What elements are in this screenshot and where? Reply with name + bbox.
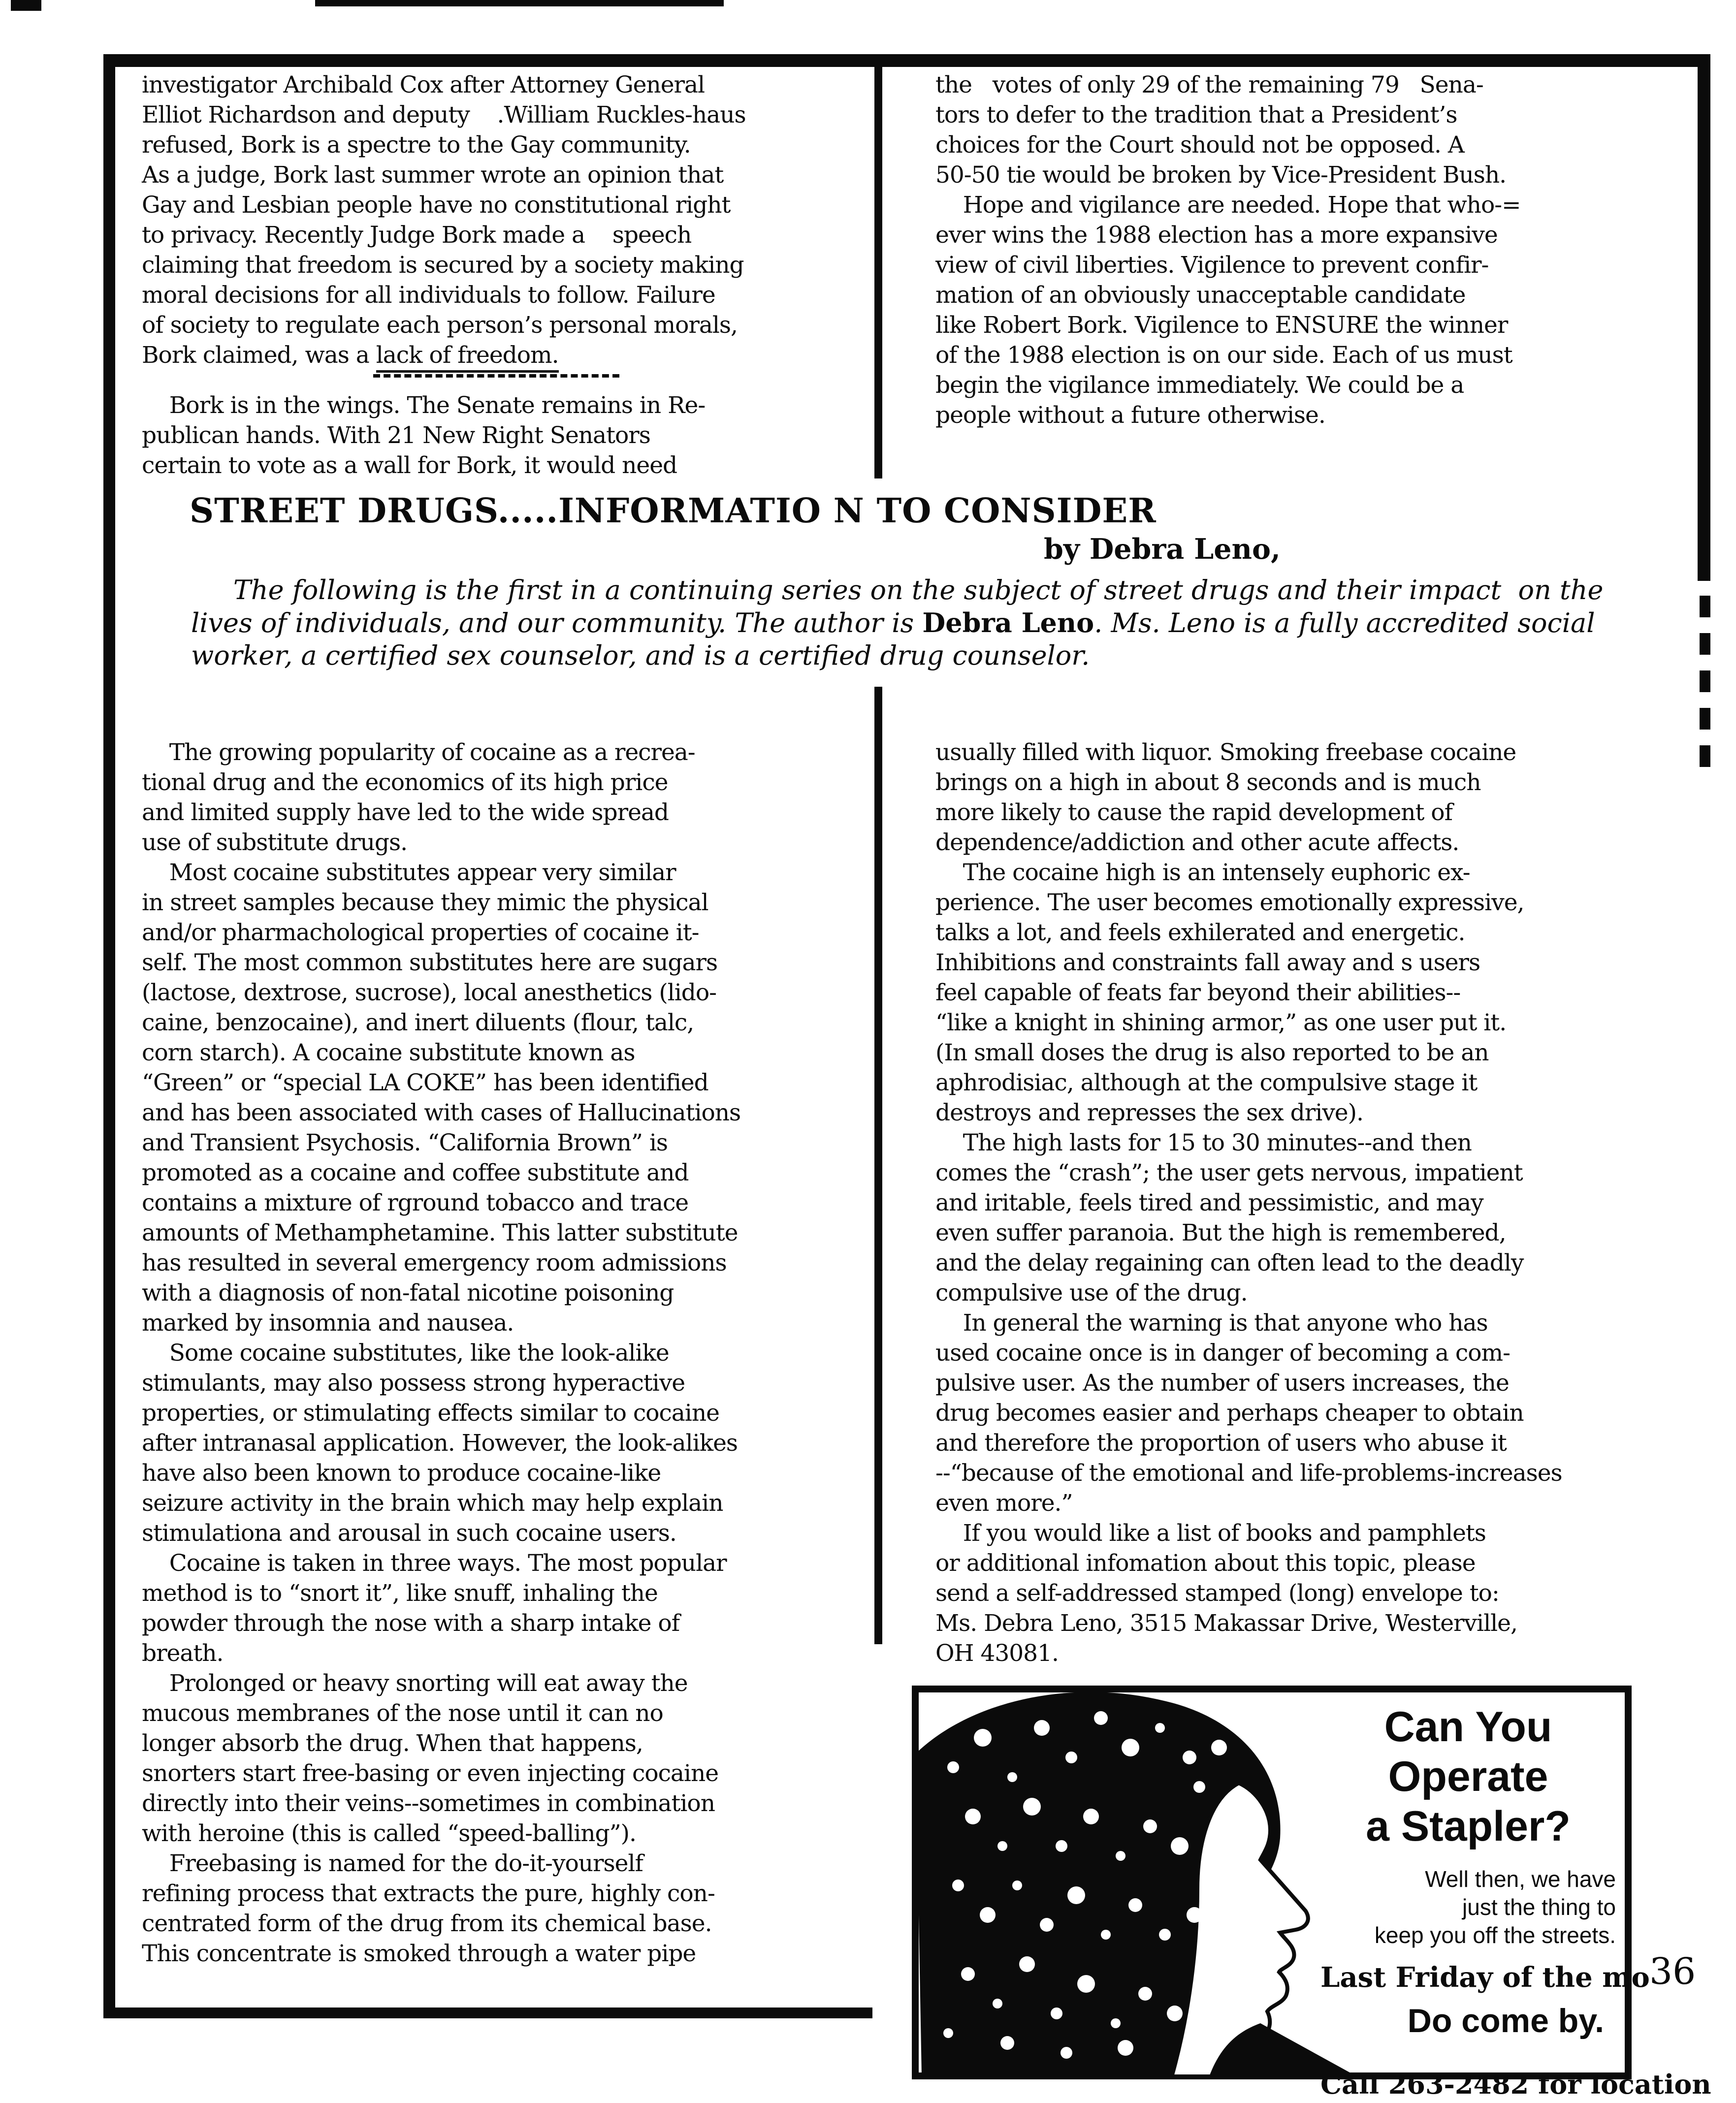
- text-line: and the delay regaining can often lead to the deadly: [935, 1249, 1524, 1276]
- text-line: use of substitute drugs.: [142, 829, 408, 856]
- text-line: Gay and Lesbian people have no constitutional right: [142, 191, 731, 219]
- text-line: method is to “snort it”, like snuff, inhaling the: [142, 1580, 658, 1607]
- dashed-underline: [373, 374, 619, 390]
- text-line: aphrodisiac, although at the compulsive stage it: [935, 1069, 1478, 1096]
- page-border-right-dash: [1700, 670, 1710, 692]
- text-line: a Stapler?: [1366, 1803, 1571, 1850]
- text-line: in street samples because they mimic the physical: [142, 889, 708, 916]
- article-text-block: [142, 390, 870, 480]
- ad-invite-line: Do come by.: [1407, 2002, 1604, 2039]
- ad-phone-line: Call 263-2482 for location: [1320, 2069, 1711, 2100]
- text-line: destroys and represses the sex drive).: [935, 1099, 1363, 1126]
- page-number: 36: [1649, 1950, 1696, 1993]
- ad-headline: [1320, 1702, 1616, 1851]
- text-line: The high lasts for 15 to 30 minutes--and then: [935, 1129, 1472, 1156]
- text-line: to privacy. Recently Judge Bork made a speech: [142, 222, 692, 249]
- text-line: stimulants, may also possess strong hyperactive: [142, 1370, 685, 1397]
- text-line: publican hands. With 21 New Right Senators: [142, 422, 650, 449]
- text-line: directly into their veins--sometimes in combination: [142, 1790, 715, 1817]
- text-line: corn starch). A cocaine substitute known as: [142, 1039, 635, 1066]
- ad-event-line: Last Friday of the mo: [1320, 1961, 1650, 1994]
- text-line: snorters start free-basing or even injecting cocaine: [142, 1760, 719, 1787]
- text-line: compulsive use of the drug.: [935, 1279, 1248, 1306]
- profile-head-illustration: [914, 1689, 1357, 2076]
- page-border-right-dash: [1700, 633, 1710, 655]
- text-line: The growing popularity of cocaine as a recrea-: [142, 739, 695, 766]
- text-line: and Transient Psychosis. “California Brown” is: [142, 1129, 668, 1156]
- text-line: “Green” or “special LA COKE” has been identified: [142, 1069, 708, 1096]
- text-line: and has been associated with cases of Hallucinations: [142, 1099, 741, 1126]
- page-border-right: [1698, 54, 1710, 581]
- page-border-left: [103, 54, 115, 2017]
- ad-subtext: [1320, 1865, 1616, 1949]
- text-line: tors to defer to the tradition that a President’s: [935, 101, 1457, 128]
- text-line: amounts of Methamphetamine. This latter substitute: [142, 1219, 738, 1246]
- article-top-right: [935, 70, 1694, 430]
- text-line: drug becomes easier and perhaps cheaper to obtain: [935, 1400, 1524, 1427]
- intro-line: worker, a certified sex counselor, and is a certified drug counselor.: [191, 640, 1090, 671]
- text-line: (lactose, dextrose, sucrose), local anesthetics (lido-: [142, 979, 717, 1006]
- left-column-bottom-border: [103, 2007, 872, 2018]
- article-text-block: [142, 737, 880, 1969]
- text-line: of society to regulate each person’s personal morals,: [142, 312, 738, 339]
- text-line: has resulted in several emergency room admissions: [142, 1249, 727, 1276]
- feature-byline: by Debra Leno,: [1044, 533, 1281, 566]
- page-border-right-dash: [1700, 708, 1710, 730]
- intro-prefix: lives of individuals, and our community. The author is: [191, 607, 923, 638]
- text-line: “like a knight in shining armor,” as one user put it.: [935, 1009, 1507, 1036]
- text-line: refused, Bork is a spectre to the Gay community.: [142, 131, 691, 159]
- text-line: used cocaine once is in danger of becoming a com-: [935, 1339, 1510, 1367]
- text-line: If you would like a list of books and pamphlets: [935, 1520, 1486, 1547]
- underlined-phrase: lack of freedom.: [376, 342, 559, 373]
- text-line: Operate: [1388, 1753, 1548, 1800]
- text-line: usually filled with liquor. Smoking freebase cocaine: [935, 739, 1516, 766]
- page-border-right-dash: [1700, 596, 1710, 617]
- text-line: Well then, we have: [1425, 1866, 1616, 1892]
- text-line: keep you off the streets.: [1374, 1922, 1616, 1948]
- text-line: dependence/addiction and other acute affects.: [935, 829, 1459, 856]
- text-line: talks a lot, and feels exhilerated and energetic.: [935, 919, 1465, 946]
- text-line: powder through the nose with a sharp intake of: [142, 1610, 680, 1637]
- text-line: and limited supply have led to the wide spread: [142, 799, 669, 826]
- text-line: certain to vote as a wall for Bork, it would need: [142, 452, 677, 479]
- article-text-block: [142, 70, 870, 340]
- text-line: view of civil liberties. Vigilence to prevent confir-: [935, 252, 1489, 279]
- text-line: OH 43081.: [935, 1640, 1059, 1667]
- scan-artifact: [315, 0, 724, 6]
- text-line: choices for the Court should not be opposed. A: [935, 131, 1464, 159]
- text-line: Bork is in the wings. The Senate remains in Re-: [142, 392, 706, 419]
- text-line: caine, benzocaine), and inert diluents (flour, talc,: [142, 1009, 694, 1036]
- text-line: self. The most common substitutes here are sugars: [142, 949, 718, 976]
- intro-line: [191, 606, 1668, 639]
- text-line: people without a future otherwise.: [935, 402, 1325, 429]
- text-line: investigator Archibald Cox after Attorney General: [142, 71, 705, 98]
- text-line: like Robert Bork. Vigilence to ENSURE the winner: [935, 312, 1508, 339]
- text-line: have also been known to produce cocaine-like: [142, 1460, 661, 1487]
- text-line: Hope and vigilance are needed. Hope that who-=: [935, 191, 1521, 219]
- text-line: of the 1988 election is on our side. Each of us must: [935, 342, 1512, 369]
- author-name: Debra Leno: [922, 607, 1094, 638]
- feature-headline: STREET DRUGS.....INFORMATIO N TO CONSIDER: [190, 491, 1157, 531]
- article-text-block: [935, 737, 1708, 1668]
- text-line: just the thing to: [1462, 1894, 1616, 1920]
- text-line: longer absorb the drug. When that happens,: [142, 1730, 643, 1757]
- text-line: breath.: [142, 1640, 224, 1667]
- text-line: send a self-addressed stamped (long) envelope to:: [935, 1580, 1499, 1607]
- text-line: 50-50 tie would be broken by Vice-President Bush.: [935, 161, 1507, 189]
- text-line: Can You: [1384, 1703, 1552, 1751]
- text-line: Elliot Richardson and deputy .William Ruckles-haus: [142, 101, 746, 128]
- text-line: mucous membranes of the nose until it can no: [142, 1700, 663, 1727]
- intro-suffix: . Ms. Leno is a fully accredited social: [1094, 607, 1595, 638]
- text-line: perience. The user becomes emotionally expressive,: [935, 889, 1524, 916]
- text-line: with heroine (this is called “speed-balling”).: [142, 1820, 636, 1847]
- text-line: Some cocaine substitutes, like the look-alike: [142, 1339, 669, 1367]
- article-top-left: [142, 70, 870, 480]
- text-line: feel capable of feats far beyond their abilities--: [935, 979, 1461, 1006]
- text-line: refining process that extracts the pure, highly con-: [142, 1880, 715, 1907]
- text-line: In general the warning is that anyone who has: [935, 1309, 1488, 1337]
- body-column-right: [935, 737, 1708, 1668]
- text-line: Inhibitions and constraints fall away and s users: [935, 949, 1480, 976]
- underlined-claim-line: [142, 340, 870, 370]
- claim-prefix: Bork claimed, was a: [142, 342, 376, 369]
- text-line: (In small doses the drug is also reported to be an: [935, 1039, 1489, 1066]
- text-line: even suffer paranoia. But the high is remembered,: [935, 1219, 1506, 1246]
- text-line: the votes of only 29 of the remaining 79 Sena-: [935, 71, 1483, 98]
- text-line: marked by insomnia and nausea.: [142, 1309, 514, 1337]
- text-line: or additional infomation about this topic, please: [935, 1550, 1476, 1577]
- intro-line: The following is the first in a continuing series on the subject of street drugs and their impact on the: [191, 574, 1604, 605]
- text-line: promoted as a cocaine and coffee substitute and: [142, 1159, 689, 1186]
- text-line: Cocaine is taken in three ways. The most popular: [142, 1550, 727, 1577]
- text-line: contains a mixture of rground tobacco and trace: [142, 1189, 689, 1216]
- text-line: stimulationa and arousal in such cocaine users.: [142, 1520, 676, 1547]
- text-line: claiming that freedom is secured by a society making: [142, 252, 744, 279]
- text-line: after intranasal application. However, the look-alikes: [142, 1430, 738, 1457]
- feature-intro: [191, 574, 1668, 672]
- text-line: Freebasing is named for the do-it-yourself: [142, 1850, 643, 1877]
- scan-artifact: [11, 0, 41, 11]
- body-column-left: [142, 737, 880, 1969]
- text-line: tional drug and the economics of its high price: [142, 769, 668, 796]
- text-line: pulsive user. As the number of users increases, the: [935, 1370, 1509, 1397]
- page-border-top: [103, 54, 1710, 67]
- text-line: and/or pharmachological properties of cocaine it-: [142, 919, 699, 946]
- text-line: Most cocaine substitutes appear very similar: [142, 859, 676, 886]
- text-line: and therefore the proportion of users who abuse it: [935, 1430, 1507, 1457]
- text-line: brings on a high in about 8 seconds and is much: [935, 769, 1481, 796]
- text-line: --“because of the emotional and life-problems-increases: [935, 1460, 1562, 1487]
- text-line: mation of an obviously unacceptable candidate: [935, 282, 1466, 309]
- text-line: seizure activity in the brain which may help explain: [142, 1490, 723, 1517]
- text-line: properties, or stimulating effects similar to cocaine: [142, 1400, 719, 1427]
- text-line: This concentrate is smoked through a water pipe: [142, 1940, 696, 1967]
- text-line: comes the “crash”; the user gets nervous, impatient: [935, 1159, 1523, 1186]
- column-divider-top: [874, 54, 882, 478]
- text-line: centrated form of the drug from its chemical base.: [142, 1910, 712, 1937]
- text-line: moral decisions for all individuals to follow. Failure: [142, 282, 715, 309]
- text-line: As a judge, Bork last summer wrote an opinion that: [142, 161, 724, 189]
- text-line: and iritable, feels tired and pessimistic, and may: [935, 1189, 1483, 1216]
- text-line: The cocaine high is an intensely euphoric ex-: [935, 859, 1470, 886]
- text-line: ever wins the 1988 election has a more expansive: [935, 222, 1498, 249]
- text-line: even more.”: [935, 1490, 1073, 1517]
- text-line: Ms. Debra Leno, 3515 Makassar Drive, Westerville,: [935, 1610, 1517, 1637]
- text-line: begin the vigilance immediately. We could be a: [935, 372, 1464, 399]
- text-line: Prolonged or heavy snorting will eat away the: [142, 1670, 688, 1697]
- text-line: more likely to cause the rapid development of: [935, 799, 1452, 826]
- article-text-block: [935, 70, 1694, 430]
- text-line: with a diagnosis of non-fatal nicotine poisoning: [142, 1279, 674, 1306]
